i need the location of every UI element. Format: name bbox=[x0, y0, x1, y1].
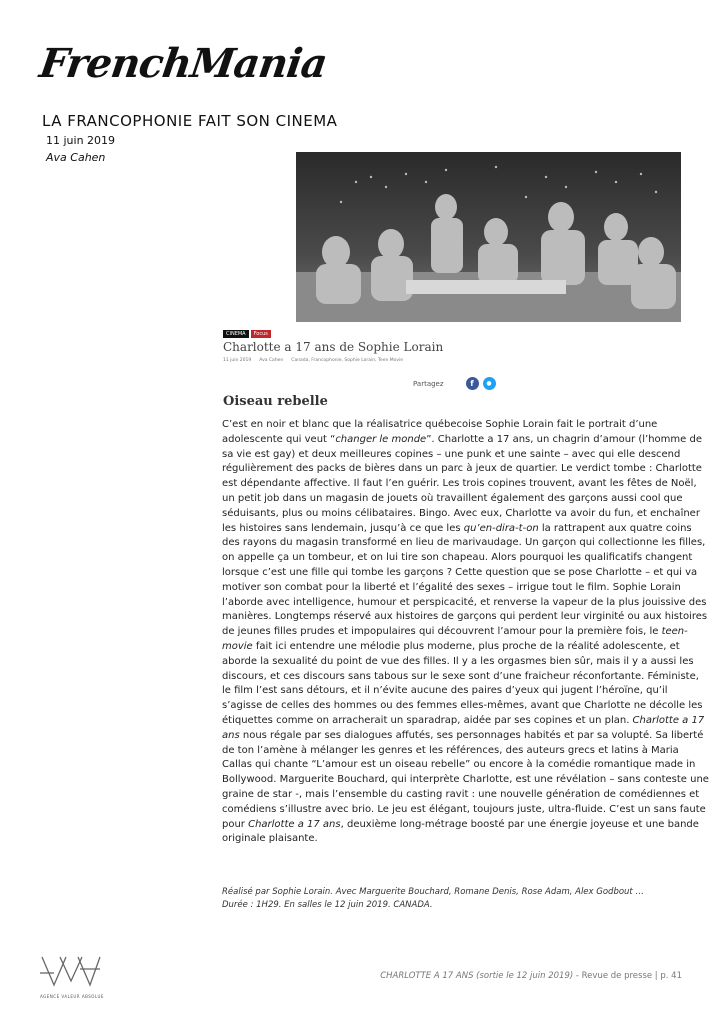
author-name: Ava Cahen bbox=[46, 151, 106, 164]
tagline: LA FRANCOPHONIE FAIT SON CINEMA bbox=[42, 112, 338, 130]
credits-cast: Réalisé par Sophie Lorain. Avec Marguerite Bouchard, Romane Denis, Rose Adam, Alex Godbout … bbox=[222, 887, 644, 897]
meta-date: 11 juin 2019 bbox=[223, 358, 252, 363]
article-meta bbox=[223, 358, 403, 363]
publication-date: 11 juin 2019 bbox=[46, 134, 116, 147]
meta-author[interactable]: Ava Cahen bbox=[259, 358, 284, 363]
agency-logo bbox=[40, 955, 110, 999]
meta-tags[interactable]: Canada, Francophonie, Sophie Lorain, Teen Movie bbox=[291, 358, 404, 363]
frenchmania-logo: FrenchMania bbox=[36, 40, 330, 87]
twitter-icon[interactable]: ● bbox=[483, 377, 496, 390]
agency-logo-text: AGENCE VALEUR ABSOLUE bbox=[40, 994, 104, 999]
page-footer bbox=[380, 971, 682, 981]
footer-page: - Revue de presse | p. 41 bbox=[573, 971, 682, 981]
facebook-icon[interactable]: f bbox=[466, 377, 479, 390]
agency-logo-icon bbox=[40, 955, 102, 989]
share-label: Partagez bbox=[413, 379, 444, 388]
article-paragraph: C’est en noir et blanc que la réalisatrice québecoise Sophie Lorain fait le portrait d’une adolescente qui veut “changer le monde”. Charlotte a 17 ans, un chagrin d’amour (l’homme de sa vie est gay) et deux meilleures copines – une punk et une sainte – avec qui elle descend régulièrement des packs de bières dans un parc à jeux de quartier. Le verdict tombe : Charlotte est dépendante affective. Il faut l’en guérir. Les trois copines trouvent, avant les fêtes de Noël, un petit job dans un magasin de jouets où travaillent également des garçons aussi cool que séduisants, plus ou moins célibataires. Bingo. Avec eux, Charlotte va avoir du fun, et enchaîner les histoires sans lendemain, jusqu’à ce que les qu’en-dira-t-on la rattrapent aux quatre coins des rayons du magasin transformé en lieu de marivaudage. Un garçon qui collectionne les filles, on appelle ça un tombeur, et on lui tire son chapeau. Alors pourquoi les qualificatifs changent lorsque c’est une fille qui tombe les garçons ? Cette question que se pose Charlotte – et qui va motiver son combat pour la liberté et l’égalité des sexes – irrigue tout le film. Sophie Lorain l’aborde avec intelligence, humour et perspicacité, et renverse la vapeur de la plus jouissive des manières. Longtemps réservé aux histoires de garçons qui perdent leur virginité ou aux histoires de jeunes filles prudes et impopulaires qui découvrent l’amour pour la première fois, le teen-movie fait ici entendre une mélodie plus moderne, plus proche de la réalité adolescente, et aborde la sexualité du point de vue des filles. Il y a les orgasmes bien sûr, mais il y a aussi les discours, et ces discours sans tabous sur le sexe sont d’une fraicheur réconfortante. Féministe, le film l’est sans détours, et il n’évite aucune des paires d’yeux qui jugent l’héroïne, qu’il s’agisse de celles des hommes ou des femmes elles-mêmes, avant que Charlotte ne décolle les étiquettes comme on arracherait un sparadrap, aidée par ses copines et un plan. Charlotte a 17 ans nous régale par ses dialogues affutés, ses personnages habités et par sa volupté. Sa liberté de ton l’amène à mélanger les genres et les références, des auteurs grecs et latins à Maria Callas qui chante “L’amour est un oiseau rebelle” ou encore à la comédie romantique made in Bollywood. Marguerite Bouchard, qui interprète Charlotte, est une révélation – sans conteste une graine de star -, mais l’ensemble du casting ravit : une nouvelle génération de comédiennes et comédiens s’illustre avec brio. Le jeu est élégant, toujours juste, ultra-fluide. C’est un sans faute pour Charlotte a 17 ans, deuxième long-métrage boosté par une énergie joyeuse et une bande originale plaisante. bbox=[222, 419, 709, 845]
footer-title: CHARLOTTE A 17 ANS (sortie le 12 juin 2019) bbox=[380, 971, 574, 981]
badge-focus[interactable]: Focus bbox=[251, 330, 271, 338]
badge-cinema[interactable]: CINEMA bbox=[223, 330, 249, 338]
section-title: Oiseau rebelle bbox=[223, 394, 328, 409]
film-credits bbox=[222, 886, 710, 911]
article-body bbox=[222, 418, 710, 847]
share-bar bbox=[413, 377, 496, 390]
credits-duration: Durée : 1H29. En salles le 12 juin 2019. CANADA. bbox=[222, 899, 433, 910]
film-still-photo bbox=[296, 152, 681, 322]
article-title: Charlotte a 17 ans de Sophie Lorain bbox=[223, 340, 444, 354]
category-badges bbox=[223, 330, 271, 338]
